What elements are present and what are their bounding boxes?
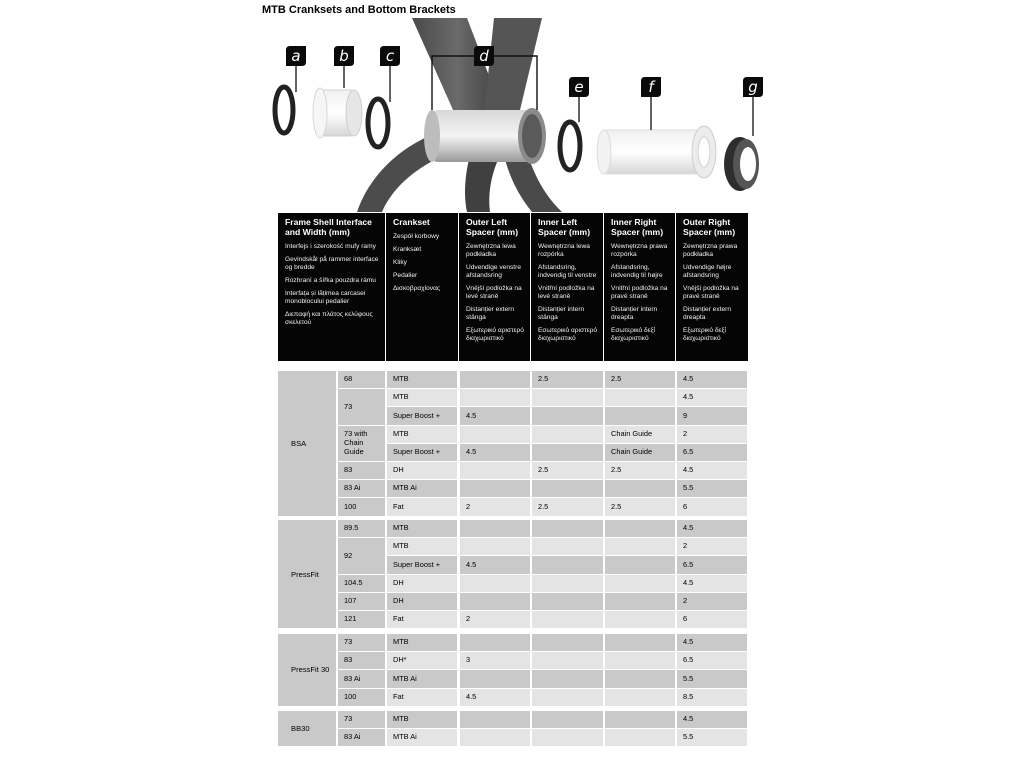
cell-il [532,729,603,746]
cell-text: MTB [393,523,409,533]
diagram-label-f [641,77,661,97]
cell-text: Chain Guide [611,428,653,438]
cell-or [677,556,747,573]
cell-ol [460,634,530,651]
cell-text: MTB [393,714,409,724]
cell-ol [460,407,530,424]
cell-il [532,371,603,388]
cell-text: 2 [683,428,688,438]
cell-crank [387,711,457,728]
cell-text: 73 [344,401,353,411]
cell-ol [460,711,530,728]
header-translation: Gevindskål på rammer interface og bredde [285,256,379,271]
cell-il [532,389,603,406]
cell-il [532,462,603,479]
cell-ir [605,444,675,461]
cell-il [532,652,603,669]
diagram-label-g [743,77,763,97]
table-header [278,213,748,361]
width-cell [338,426,385,461]
header-col-2 [459,213,531,361]
cell-or [677,389,747,406]
cell-ir [605,407,675,424]
cell-text: 4.5 [683,523,694,533]
header-separator [385,213,386,361]
cell-crank [387,634,457,651]
cell-il [532,575,603,592]
diagram-label-c [380,46,400,66]
diagram-label-b [334,46,354,66]
header-translation: Vnější podložka na pravé straně [683,285,739,300]
cell-or [677,711,747,728]
cell-text: 2.5 [538,501,549,511]
cell-crank [387,520,457,537]
header-title [683,217,743,237]
width-cell [338,670,385,687]
header-title-line: Spacer (mm) [611,227,664,237]
width-cell [338,371,385,388]
cell-or [677,520,747,537]
cell-il [532,480,603,497]
header-translation: Afstandsring, indvendig til højre [611,264,663,279]
cell-text: 4.5 [683,637,694,647]
cell-ol [460,652,530,669]
cell-crank [387,462,457,479]
cell-il [532,711,603,728]
cell-text: 9 [683,410,688,420]
cell-text: 5.5 [683,483,694,493]
cell-crank [387,480,457,497]
header-title-line: Inner Left [538,217,578,227]
header-translation: Διεπαφή και πλάτος κελύφους σκελετού [285,311,373,326]
cell-ir [605,426,675,443]
cell-ir [605,729,675,746]
width-cell [338,711,385,728]
cell-text: MTB Ai [393,732,417,742]
cell-text: 4.5 [683,374,694,384]
cell-il [532,407,603,424]
cell-ir [605,498,675,515]
header-translation: Wewnętrzna prawa rozpórka [611,243,668,258]
header-translation: Zewnętrzna prawa podkładka [683,243,738,258]
cell-ol [460,389,530,406]
cell-text: Fat [393,614,404,624]
header-title-line: Spacer (mm) [683,227,736,237]
cell-il [532,538,603,555]
cell-text: DH [393,596,404,606]
cell-text: MTB [393,428,409,438]
cell-text: MTB Ai [393,483,417,493]
header-title-line: Outer Right [683,217,731,227]
cell-ol [460,371,530,388]
header-translation: Δισκοβραχίονας [393,285,441,292]
diagram-label-text: e [574,78,584,96]
group-label [278,520,336,628]
cell-text: MTB [393,541,409,551]
diagram-label-text: a [291,47,301,65]
cell-crank [387,593,457,610]
cell-il [532,634,603,651]
diagram-label-e [569,77,589,97]
cell-il [532,670,603,687]
page-title: MTB Cranksets and Bottom Brackets [262,4,456,16]
diagram-label-d [474,46,494,66]
header-title-line: Spacer (mm) [538,227,591,237]
cell-text: Chain Guide [611,447,653,457]
cell-ol [460,689,530,706]
cell-text: 4.5 [466,410,477,420]
header-title-line: and Width (mm) [285,227,350,237]
cell-ir [605,689,675,706]
header-title [538,217,599,237]
width-cell [338,652,385,669]
cell-text: 89.5 [344,523,359,533]
cell-text: DH* [393,655,407,665]
cell-ol [460,729,530,746]
cell-text: 2.5 [538,465,549,475]
cell-text: 121 [344,614,357,624]
cell-or [677,670,747,687]
width-cell [338,634,385,651]
cell-text: 2 [683,541,688,551]
cell-il [532,689,603,706]
header-translation: Udvendige venstre afstandsring [466,264,521,279]
header-translation: Distanțier extern stânga [466,306,515,321]
cell-il [532,498,603,515]
cell-text: MTB [393,637,409,647]
cell-or [677,426,747,443]
cell-text: Super Boost + [393,447,441,457]
header-separator [603,213,604,361]
header-translation: Εξωτερικό δεξί διαχωριστικό [683,327,726,342]
cell-ol [460,611,530,628]
cell-or [677,652,747,669]
header-translation: Zewnętrzna lewa podkładka [466,243,516,258]
cell-or [677,462,747,479]
cell-or [677,480,747,497]
cell-crank [387,689,457,706]
width-cell [338,538,385,573]
header-title-line: Outer Left [466,217,508,227]
cell-or [677,407,747,424]
cell-text: 5.5 [683,732,694,742]
cell-text: 4.5 [466,559,477,569]
cell-text: 5.5 [683,673,694,683]
cell-text: 83 [344,655,353,665]
header-translation: Εξωτερικό αριστερό διαχωριστικό [466,327,524,342]
cell-or [677,538,747,555]
width-cell [338,689,385,706]
cell-text: 104.5 [344,577,363,587]
cell-text: 2.5 [611,374,622,384]
group-label [278,711,336,746]
header-separator [675,213,676,361]
header-translation: Udvendige højre afstandsring [683,264,732,279]
cell-text: 83 Ai [344,483,361,493]
header-col-5 [676,213,748,361]
header-col-4 [604,213,676,361]
diagram-label-text: b [339,47,349,65]
cell-text: Super Boost + [393,410,441,420]
header-translation: Interfața și lățimea carcasei monoblocului pedalier [285,290,366,305]
cell-ir [605,611,675,628]
cell-text: 68 [344,374,353,384]
cell-or [677,689,747,706]
cell-text: 2.5 [538,374,549,384]
header-translation: Wewnętrzna lewa rozpórka [538,243,590,258]
header-translation: Distanțier extern dreapta [683,306,732,321]
cell-text: 83 [344,465,353,475]
cell-il [532,426,603,443]
group-label [278,634,336,706]
header-translation: Kranksæt [393,246,422,253]
width-cell [338,480,385,497]
group-label [278,371,336,516]
cell-text: 83 Ai [344,673,361,683]
cell-text: BB30 [291,724,310,734]
header-translation: Kliky [393,259,407,266]
cell-text: MTB [393,374,409,384]
cell-ol [460,498,530,515]
header-title [285,217,381,237]
cell-text: 6.5 [683,559,694,569]
cell-ir [605,538,675,555]
diagram-label-text: d [479,47,489,65]
cell-text: 6.5 [683,447,694,457]
cell-text: PressFit 30 [291,665,330,675]
cell-ir [605,634,675,651]
cell-text: 4.5 [466,691,477,701]
cell-text: 4.5 [683,577,694,587]
part-e-spacer [560,122,580,170]
cell-text: 8.5 [683,691,694,701]
cell-ir [605,389,675,406]
header-title-line: Crankset [393,217,430,227]
width-cell [338,611,385,628]
cell-text: DH [393,465,404,475]
cell-text: 6.5 [683,655,694,665]
cell-ir [605,520,675,537]
header-translation: Vnitřní podložka na levé straně [538,285,595,300]
cell-ol [460,593,530,610]
cell-crank [387,498,457,515]
diagram-label-text: c [385,47,395,65]
part-g-cup [724,137,759,191]
width-cell [338,575,385,592]
cell-text: PressFit [291,569,319,579]
cell-ol [460,556,530,573]
cell-ir [605,575,675,592]
diagram-label-text: g [748,78,758,96]
cell-ol [460,426,530,443]
cell-text: Fat [393,691,404,701]
cell-text: 2.5 [611,501,622,511]
cell-or [677,593,747,610]
cell-ol [460,462,530,479]
cell-or [677,611,747,628]
cell-ir [605,371,675,388]
cell-text: 4.5 [683,714,694,724]
cell-text: 6 [683,501,688,511]
cell-text: 73 [344,714,353,724]
cell-text: 4.5 [466,447,477,457]
cell-crank [387,575,457,592]
cell-ol [460,670,530,687]
cell-or [677,498,747,515]
cell-il [532,520,603,537]
cell-crank [387,407,457,424]
cell-text: 73 [344,637,353,647]
cell-text: 100 [344,501,357,511]
cell-il [532,444,603,461]
header-separator [530,213,531,361]
cell-il [532,593,603,610]
header-title [466,217,526,237]
cell-ol [460,480,530,497]
cell-text: MTB [393,392,409,402]
cell-crank [387,538,457,555]
cell-text: 92 [344,550,353,560]
header-col-0 [278,213,386,361]
header-title [611,217,671,237]
cell-il [532,611,603,628]
cell-crank [387,426,457,443]
cell-text: 4.5 [683,465,694,475]
part-c-spacer [368,99,388,147]
header-separator [458,213,459,361]
cell-il [532,556,603,573]
header-title-line: Frame Shell Interface [285,217,372,227]
cell-or [677,575,747,592]
cell-text: 3 [466,655,471,665]
cell-ir [605,556,675,573]
header-translation: Zespół korbowy [393,233,440,240]
cell-crank [387,611,457,628]
part-f-cup [597,126,716,178]
width-cell [338,462,385,479]
cell-crank [387,670,457,687]
part-a-spacer [275,87,293,133]
cell-or [677,371,747,388]
header-translation: Rozhraní a šířka pouzdra rámu [285,277,376,284]
cell-or [677,729,747,746]
cell-ir [605,670,675,687]
header-col-3 [531,213,604,361]
cell-crank [387,729,457,746]
cell-text: 2 [466,614,471,624]
header-translation: Afstandsring, indvendig til venstre [538,264,597,279]
header-translation: Distanțier intern stânga [538,306,585,321]
cell-text: 6 [683,614,688,624]
cell-text: Super Boost + [393,559,441,569]
header-translation: Interfejs i szerokość mufy ramy [285,243,376,250]
cell-text: 2 [683,596,688,606]
header-col-1 [386,213,459,361]
width-cell [338,729,385,746]
cell-ol [460,444,530,461]
header-title-line: Spacer (mm) [466,227,519,237]
width-cell [338,498,385,515]
part-b-cup [313,88,362,138]
cell-ir [605,652,675,669]
bottom-bracket-exploded-diagram [262,18,772,214]
cell-ir [605,480,675,497]
header-translation: Vnitřní podložka na pravé straně [611,285,668,300]
header-translation: Pedalier [393,272,418,279]
diagram-label-a [286,46,306,66]
cell-ol [460,575,530,592]
width-cell [338,389,385,424]
cell-text: BSA [291,438,307,448]
width-cell [338,593,385,610]
cell-ol [460,520,530,537]
cell-ir [605,462,675,479]
header-translation: Εσωτερικό δεξί διαχωριστικό [611,327,656,342]
cell-text: Fat [393,501,404,511]
cell-crank [387,371,457,388]
cell-ir [605,711,675,728]
header-translation: Vnější podložka na levé straně [466,285,522,300]
cell-text: 2 [466,501,471,511]
cell-or [677,444,747,461]
cell-text: 73 with Chain Guide [344,429,368,456]
cell-text: DH [393,577,404,587]
cell-text: 100 [344,691,357,701]
diagram-label-text: f [648,78,654,96]
cell-ir [605,593,675,610]
cell-text: MTB Ai [393,673,417,683]
cell-crank [387,444,457,461]
header-translation: Εσωτερικό αριστερό διαχωριστικό [538,327,598,342]
header-title [393,217,454,227]
cell-crank [387,389,457,406]
header-title-line: Inner Right [611,217,657,227]
cell-or [677,634,747,651]
cell-crank [387,556,457,573]
cell-crank [387,652,457,669]
cell-text: 107 [344,596,357,606]
width-cell [338,520,385,537]
header-translation: Distanțier intern dreapta [611,306,658,321]
cell-text: 2.5 [611,465,622,475]
cell-text: 83 Ai [344,732,361,742]
cell-text: 4.5 [683,392,694,402]
cell-ol [460,538,530,555]
